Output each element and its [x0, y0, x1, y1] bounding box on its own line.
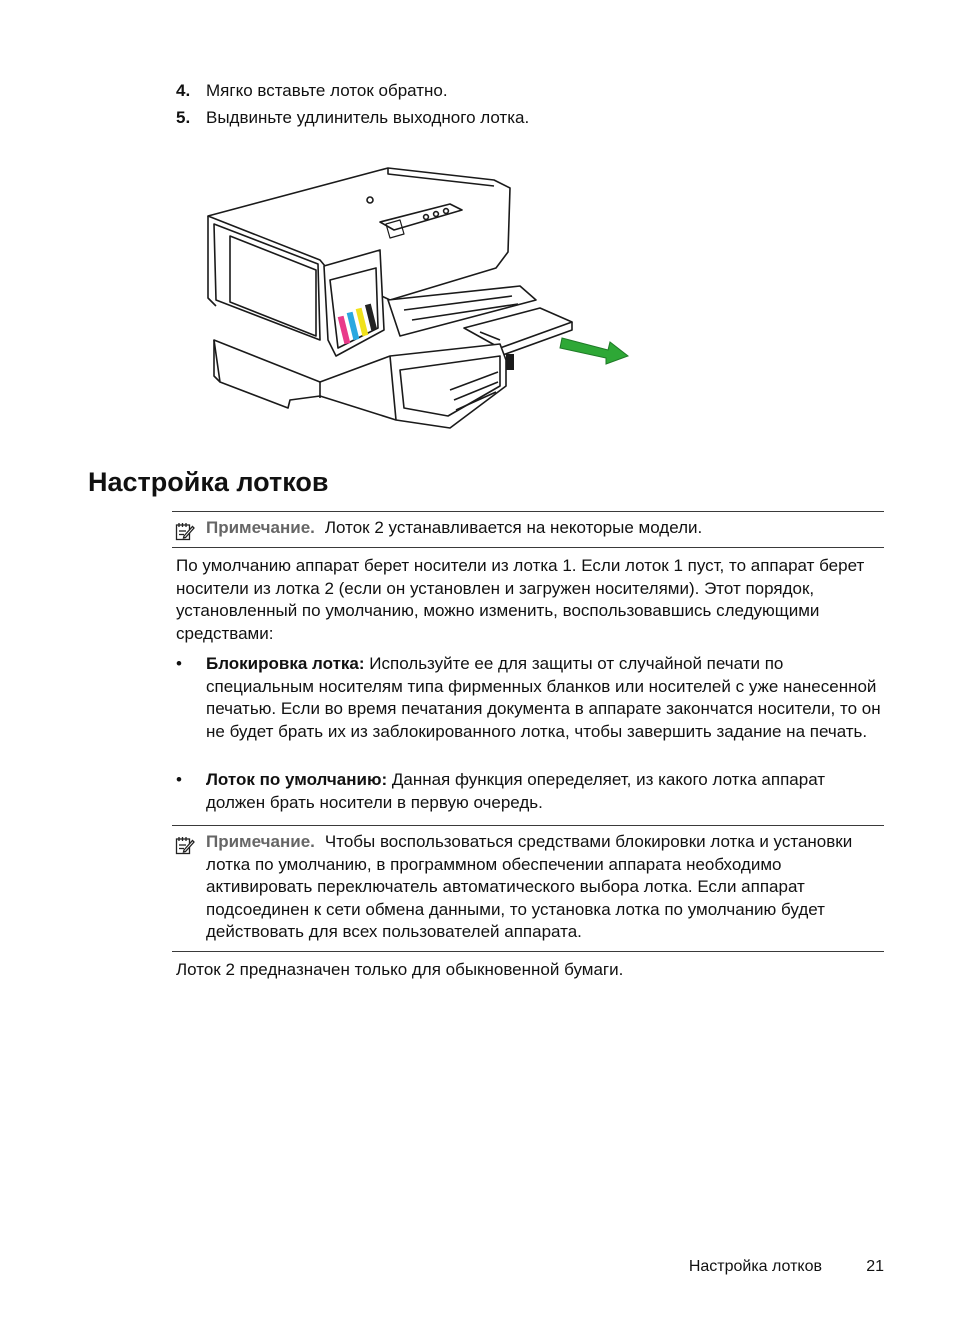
note-text: Чтобы воспользоваться средствами блокировки лотка и установки лотка по умолчанию, в программном обеспечении аппарата необходимо активировать переключатель автоматического выбора лотка. Если аппарат подсоединен к сети обмена данными, то установка лотка по умолчанию будет действовать для всех пользователей аппарата. [206, 832, 853, 942]
note-label: Примечание. [206, 832, 315, 851]
closing-paragraph: Лоток 2 предназначен только для обыкновенной бумаги. [176, 960, 624, 979]
bullet-term: Лоток по умолчанию: [206, 770, 388, 789]
step-text: Выдвиньте удлинитель выходного лотка. [206, 108, 530, 127]
intro-paragraph: По умолчанию аппарат берет носители из лотка 1. Если лоток 1 пуст, то аппарат берет носители из лотка 2 (если он установлен и загружен носителями). Этот порядок, установленный по умолчанию, можно изменить, воспользовавшись следующими средствами: [176, 556, 865, 643]
footer-section-title: Настройка лотков [688, 1258, 822, 1275]
page-title: Настройка лотков [88, 467, 329, 497]
note-top-rule [172, 825, 884, 826]
printer-illustration [200, 160, 636, 436]
arrow-right-icon [560, 338, 628, 364]
bullet-description: Используйте ее для защиты от случайной печати по специальным носителям типа фирменных бланков или носителей с уже нанесенной печатью. Если во время печатания документа в аппарате закончатся носители, то он не будет брать их из заблокированного лотка, чтобы завершить задание на печать. [206, 654, 881, 741]
note-2-body [206, 831, 884, 944]
step-number: 5. [176, 108, 191, 127]
note-top-rule [172, 511, 884, 512]
note-text: Лоток 2 устанавливается на некоторые модели. [324, 518, 703, 537]
bullet-marker: • [176, 654, 182, 673]
page-number: 21 [866, 1258, 884, 1275]
note-icon [175, 521, 195, 541]
note-icon [175, 835, 195, 855]
step-number: 4. [176, 81, 191, 100]
bullet-tray-lock [176, 653, 884, 768]
step-text: Мягко вставьте лоток обратно. [206, 81, 448, 100]
bullet-default-tray [176, 769, 884, 817]
bullet-text [206, 769, 884, 814]
note-label: Примечание. [206, 518, 315, 537]
bullet-term: Блокировка лотка: [206, 654, 365, 673]
note-2 [172, 831, 884, 947]
bullet-description: Данная функция опеределяет, из какого лотка аппарат должен брать носители в первую очередь. [206, 770, 826, 812]
note-bottom-rule [172, 547, 884, 548]
note-bottom-rule [172, 951, 884, 952]
note-1 [172, 517, 884, 545]
note-1-body [206, 517, 884, 540]
bullet-marker: • [176, 770, 182, 789]
printer-icon [200, 160, 636, 436]
bullet-text [206, 653, 884, 743]
